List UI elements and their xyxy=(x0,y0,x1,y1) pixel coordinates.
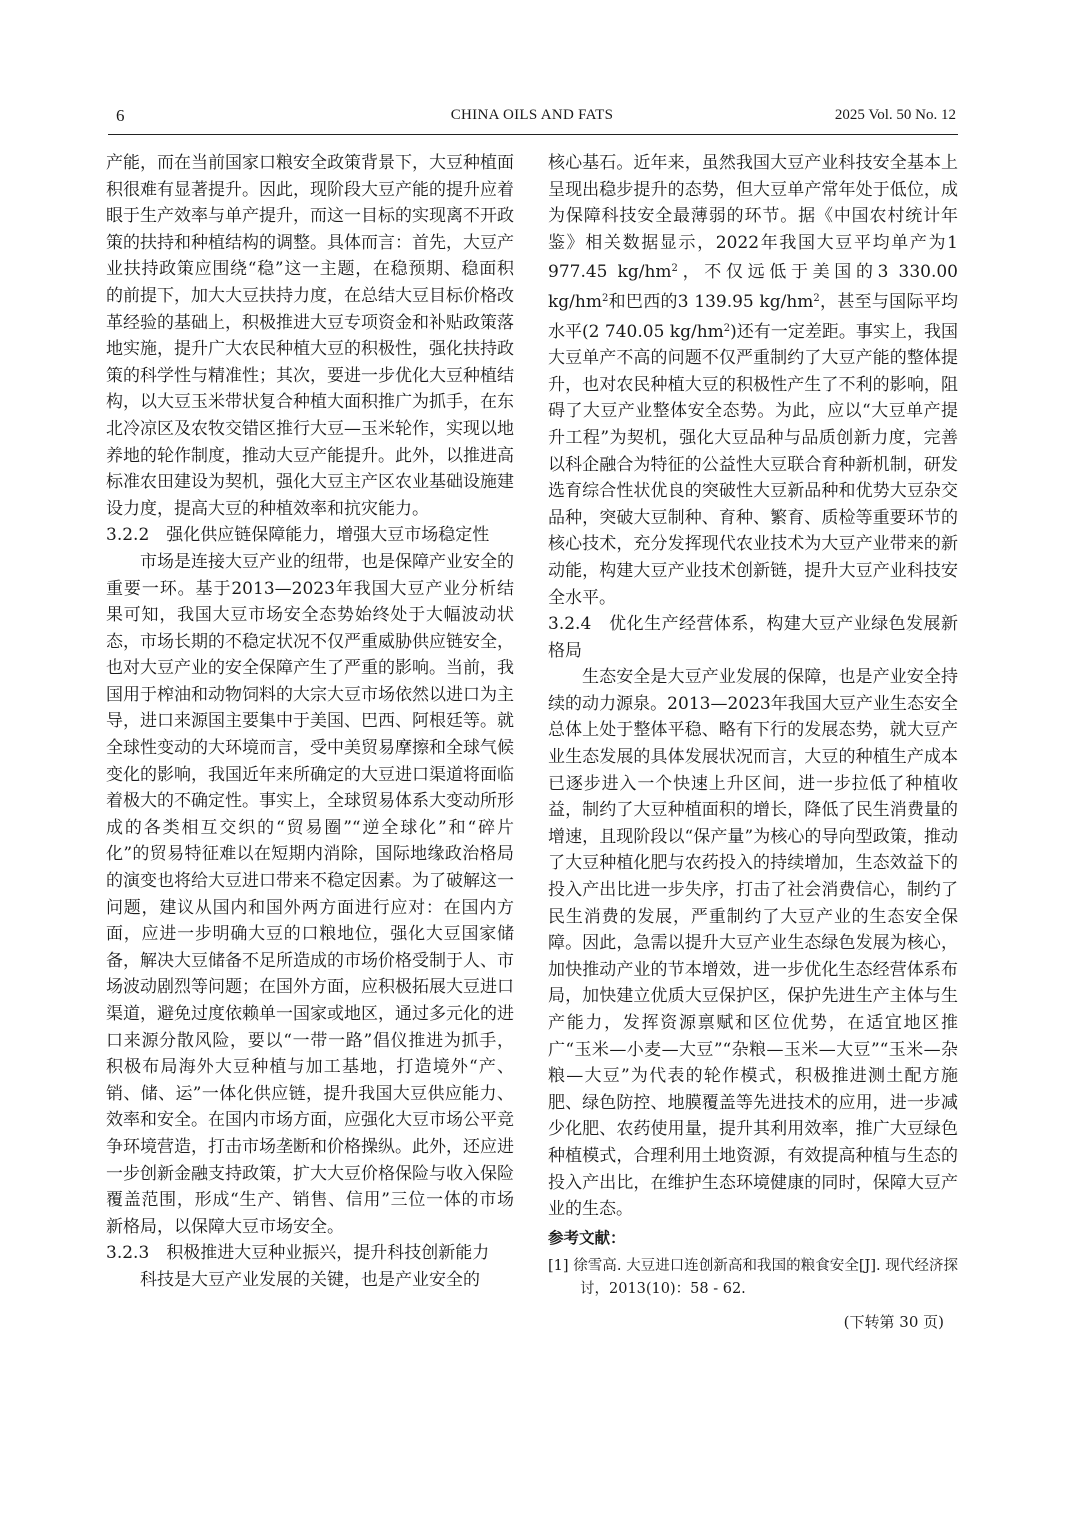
section-heading-3-2-3: 3.2.3 积极推进大豆种业振兴，提升科技创新能力 xyxy=(106,1243,490,1264)
paragraph: 产能，而在当前国家口粮安全政策背景下，大豆种植面积很难有显著提升。因此，现阶段大豆产能的提升应着眼于生产效率与单产提升，而这一目标的实现离不开政策的扶持和种植结构的调整。具体而言：首先，大豆产业扶持政策应围绕“稳”这一主题，在稳预期、稳面积的前提下，加大大豆扶持力度，在总结大豆目标价格改革经验的基础上，积极推进大豆专项资金和补贴政策落地实施，提升广大农民种植大豆的积极性，强化扶持政策的科学性与精准性；其次，要进一步优化大豆种植结构，以大豆玉米带状复合种植大面积推广为抓手，在东北冷凉区及农牧交错区推行大豆—玉米轮作，实现以地养地的轮作制度，推动大豆产能提升。此外，以推进高标准农田建设为契机，强化大豆主产区农业基础设施建设力度，提高大豆的种植效率和抗灾能力。 xyxy=(106,153,514,519)
volume-issue: 2025 Vol. 50 No. 12 xyxy=(834,107,956,123)
section-heading-3-2-2: 3.2.2 强化供应链保障能力，增强大豆市场稳定性 xyxy=(106,525,490,546)
superscript: 2 xyxy=(723,322,731,334)
header-rule xyxy=(108,134,958,135)
left-column xyxy=(106,150,514,1294)
superscript: 2 xyxy=(813,292,820,304)
section-heading-3-2-4: 3.2.4 优化生产经营体系，构建大豆产业绿色发展新格局 xyxy=(548,614,958,661)
page-number: 6 xyxy=(116,106,125,125)
superscript: 2 xyxy=(671,263,678,275)
right-column xyxy=(548,150,958,1336)
superscript: 2 xyxy=(601,292,609,304)
paragraph: 核心基石。近年来，虽然我国大豆产业科技安全基本上呈现出稳步提升的态势，但大豆单产常年处于低位，成为保障科技安全最薄弱的环节。据《中国农村统计年鉴》相关数据显示，2022年我国大豆平均单产为1 977.45 $kg/hm^2$，不仅远低于美国的3 330.00 $kg/hm^2$和巴西的3 139.95 $kg/hm^2$，甚至与国际平均水平(2 740.05 $kg/hm^2$)还有一定差距。事实上，我国大豆单产不高的问题不仅严重制约了大豆产能的整体提升，也对农民种植大豆的积极性产生了不利的影响，阻碍了大豆产业整体安全态势。为此，应以“大豆单产提升工程”为契机，强化大豆品种与品质创新力度，完善以科企融合为特征的公益性大豆联合育种新机制，研发选育综合性状优良的突破性大豆新品种和优势大豆杂交品种，突破大豆制种、育种、繁育、质检等重要环节的核心技术，充分发挥现代农业技术为大豆产业带来的新动能，构建大豆产业技术创新链，提升大豆产业科技安全水平。 xyxy=(548,153,959,608)
paragraph: 市场是连接大豆产业的纽带，也是保障产业安全的重要一环。基于2013—2023年我国大豆产业分析结果可知，我国大豆市场安全态势始终处于大幅波动状态，市场长期的不稳定状况不仅严重威胁供应链安全，也对大豆产业的安全保障产生了严重的影响。当前，我国用于榨油和动物饲料的大宗大豆市场依然以进口为主导，进口来源国主要集中于美国、巴西、阿根廷等。就全球性变动的大环境而言，受中美贸易摩擦和全球气候变化的影响，我国近年来所确定的大豆进口渠道将面临着极大的不确定性。事实上，全球贸易体系大变动所形成的各类相互交织的“贸易圈”“逆全球化”和“碎片化”的贸易特征难以在短期内消除，国际地缘政治格局的演变也将给大豆进口带来不稳定因素。为了破解这一问题，建议从国内和国外两方面进行应对：在国内方面，应进一步明确大豆的口粮地位，强化大豆国家储备，解决大豆储备不足所造成的市场价格受制于人、市场波动剧烈等问题；在国外方面，应积极拓展大豆进口渠道，避免过度依赖单一国家或地区，通过多元化的进口来源分散风险，要以“一带一路”倡仪推进为抓手，积极布局海外大豆种植与加工基地，打造境外“产、销、储、运”一体化供应链，提升我国大豆供应能力、效率和安全。在国内市场方面，应强化大豆市场公平竞争环境营造，打击市场垄断和价格操纵。此外，还应进一步创新金融支持政策，扩大大豆价格保险与收入保险覆盖范围，形成“生产、销售、信用”三位一体的市场新格局，以保障大豆市场安全。 xyxy=(106,551,514,1237)
running-header xyxy=(108,104,956,132)
references-title: 参考文献： xyxy=(548,1228,626,1247)
paragraph: 科技是大豆产业发展的关键，也是产业安全的 xyxy=(140,1269,480,1290)
journal-title: CHINA OILS AND FATS xyxy=(450,107,614,123)
paragraph: 生态安全是大豆产业发展的保障，也是产业安全持续的动力源泉。2013—2023年我国大豆产业生态安全总体上处于整体平稳、略有下行的发展态势，就大豆产业生态发展的具体发展状况而言，大豆的种植生产成本已逐步进入一个快速上升区间，进一步拉低了种植收益，制约了大豆种植面积的增长，降低了民生消费量的增速，且现阶段以“保产量”为核心的导向型政策，推动了大豆种植化肥与农药投入的持续增加，生态效益下的投入产出比进一步失序，打击了社会消费信心，制约了民生消费的发展，严重制约了大豆产业的生态安全保障。因此，急需以提升大豆产业生态绿色发展为核心，加快推动产业的节本增效，进一步优化生态经营体系布局，加快建立优质大豆保护区，保护先进生产主体与生产能力，发挥资源禀赋和区位优势，在适宜地区推广“玉米—小麦—大豆”“杂粮—玉米—大豆”“玉米—杂粮—大豆”为代表的轮作模式，积极推进测土配方施肥、绿色防控、地膜覆盖等先进技术的应用，进一步减少化肥、农药使用量，提升其利用效率，推广大豆绿色种植模式，合理利用土地资源，有效提高种植与生态的投入产出比，在维护生态环境健康的同时，保障大豆产业的生态。 xyxy=(548,667,958,1220)
reference-item: [1] 徐雪高. 大豆进口连创新高和我国的粮食安全[J]. 现代经济探讨，2013(10)：58 - 62. xyxy=(548,1258,958,1298)
continued-note: (下转第 30 页) xyxy=(843,1313,944,1332)
